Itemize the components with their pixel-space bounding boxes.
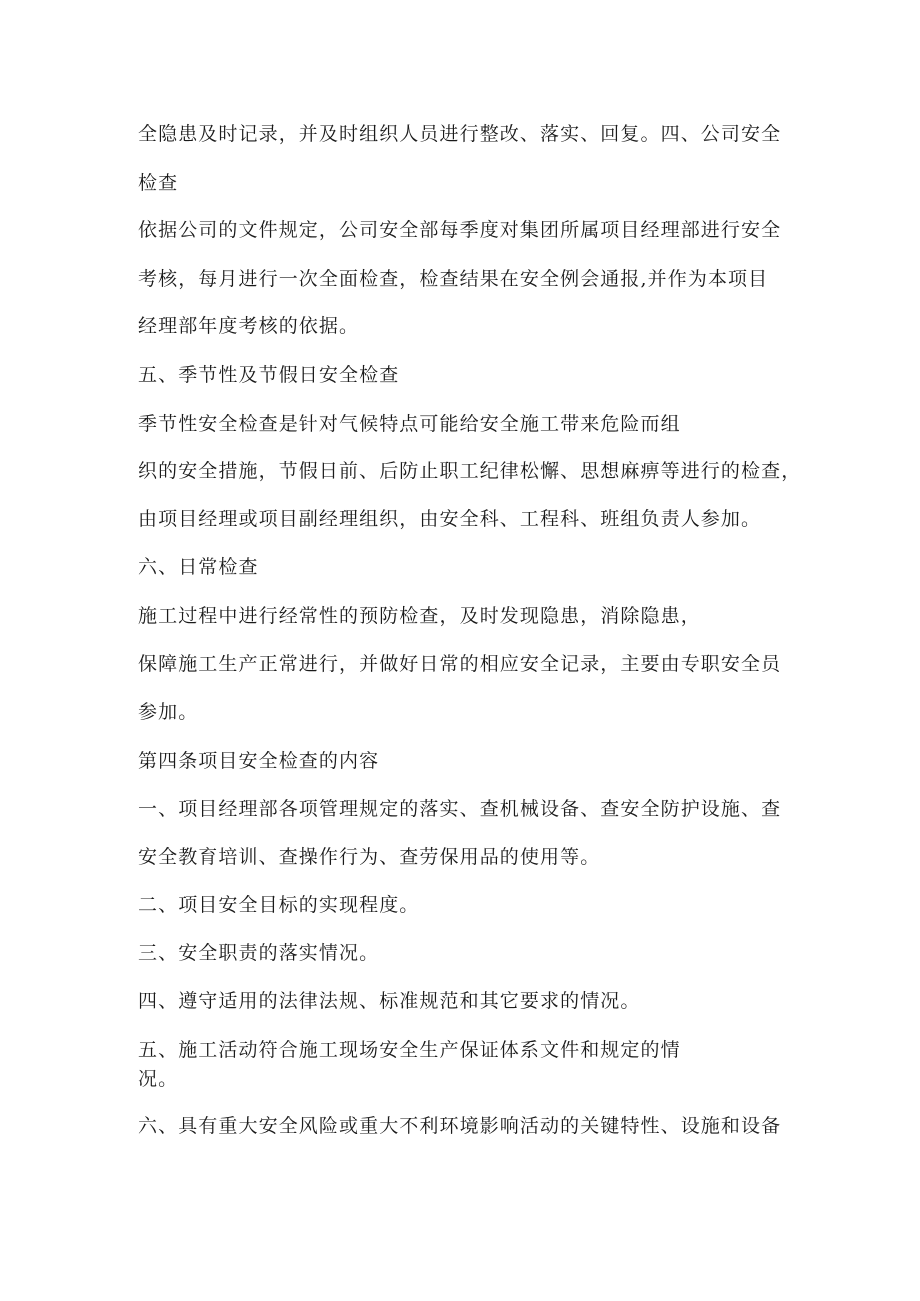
text-line: 全隐患及时记录，并及时组织人员进行整改、落实、回复。四、公司安全 — [138, 123, 782, 145]
section-heading: 六、日常检查 — [138, 556, 259, 578]
article-heading: 第四条项目安全检查的内容 — [138, 750, 380, 772]
text-line: 依据公司的文件规定，公司安全部每季度对集团所属项目经理部进行安全 — [138, 219, 782, 241]
text-line: 施工过程中进行经常性的预防检查，及时发现隐患，消除隐患， — [138, 605, 701, 627]
text-line: 检查 — [138, 172, 179, 194]
text-line: 季节性安全检查是针对气候特点可能给安全施工带来危险而组 — [138, 413, 681, 435]
text-line: 织的安全措施，节假日前、后防止职工纪律松懈、思想麻痹等进行的检查， — [138, 460, 802, 482]
section-heading: 五、季节性及节假日安全检查 — [138, 364, 400, 386]
text-line: 考核，每月进行一次全面检查，检查结果在安全例会通报,并作为本项目 — [138, 268, 769, 290]
list-item: 二、项目安全目标的实现程度。 — [138, 894, 420, 916]
text-line: 参加。 — [138, 701, 199, 723]
list-item-continuation: 安全教育培训、查操作行为、查劳保用品的使用等。 — [138, 846, 601, 868]
text-line: 经理部年度考核的依据。 — [138, 315, 360, 337]
list-item: 四、遵守适用的法律法规、标准规范和其它要求的情况。 — [138, 990, 641, 1012]
list-item-continuation: 况。 — [138, 1068, 179, 1090]
text-line: 保障施工生产正常进行，并做好日常的相应安全记录，主要由专职安全员 — [138, 653, 782, 675]
text-line: 由项目经理或项目副经理组织，由安全科、工程科、班组负责人参加。 — [138, 508, 762, 530]
list-item: 三、安全职责的落实情况。 — [138, 942, 380, 964]
list-item: 五、施工活动符合施工现场安全生产保证体系文件和规定的情 — [138, 1039, 681, 1061]
list-item: 六、具有重大安全风险或重大不利环境影响活动的关键特性、设施和设备 — [138, 1115, 782, 1137]
list-item: 一、项目经理部各项管理规定的落实、查机械设备、查安全防护设施、查 — [138, 798, 782, 820]
